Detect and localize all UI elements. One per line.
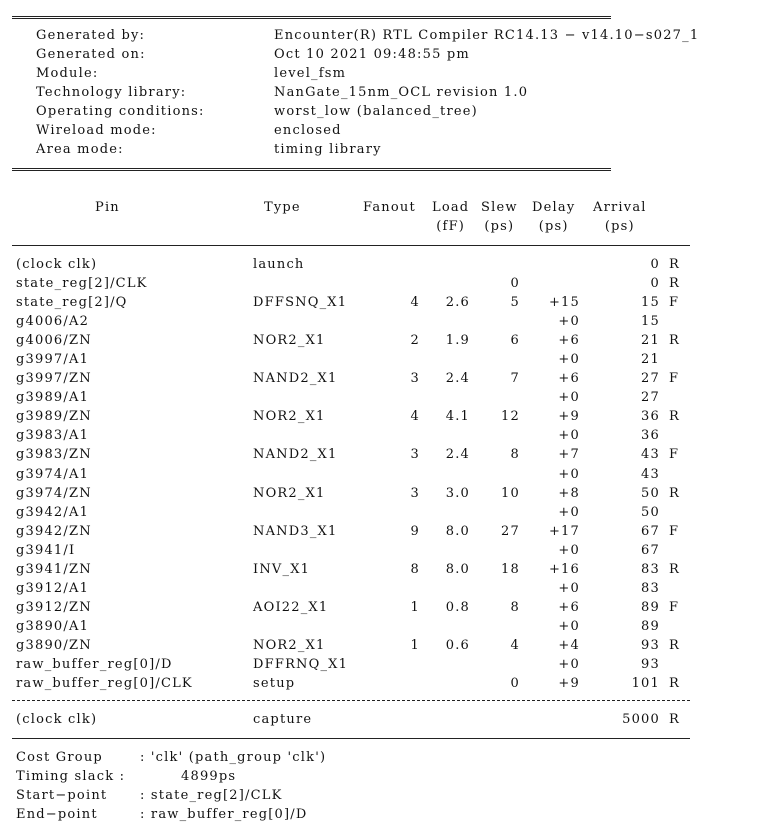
cell-slew: 18 [501,561,520,577]
cell-arrival: 43 [641,466,660,482]
cell-arrival: 0 [650,257,660,272]
cell-edge: R [669,485,680,501]
cell-type: NOR2_X1 [253,485,326,501]
cell-fanout: 8 [410,561,420,577]
table-row [0,636,779,655]
cell-delay: +0 [558,580,580,596]
cell-fanout: 1 [410,599,420,615]
cell-slew: 7 [510,371,520,387]
cell-arrival: 15 [641,295,660,311]
cell-delay: +0 [558,314,580,330]
cell-arrival: 67 [641,542,660,558]
column-header-delay: Delay (ps) [532,200,576,234]
cell-pin: g3989/A1 [16,390,90,406]
summary-label: Cost Group [16,750,103,765]
capture-type: capture [253,712,313,727]
cell-arrival: 43 [641,447,660,463]
table-row [0,674,779,693]
cell-edge: R [669,333,680,349]
capture-row [0,710,779,729]
cell-slew: 0 [510,276,520,292]
column-headers [0,198,779,238]
table-row [0,617,779,636]
cell-pin: state_reg[2]/CLK [16,276,148,292]
table-row [0,255,779,274]
cell-delay: +0 [558,504,580,520]
header-value: Oct 10 2021 09:48:55 pm [274,47,470,62]
table-row [0,312,779,331]
cell-arrival: 89 [641,599,660,615]
header-value: timing library [274,142,382,157]
summary-top-rule [12,738,690,739]
summary-label: End−point [16,807,98,822]
header-label: Area mode: [36,142,124,157]
cell-delay: +6 [558,333,580,349]
cell-edge: R [669,561,680,577]
cell-edge: F [669,599,680,615]
cell-pin: g3890/A1 [16,618,90,634]
header-label: Operating conditions: [36,104,205,119]
cell-load: 2.4 [445,371,470,387]
cell-edge: F [669,295,680,311]
table-row [0,503,779,522]
cell-arrival: 50 [641,485,660,501]
cell-arrival: 36 [641,428,660,444]
cell-arrival: 0 [650,276,660,292]
cell-load: 8.0 [445,561,470,577]
header-label: Wireload mode: [36,123,157,138]
cell-delay: +9 [558,676,580,692]
cell-edge: F [669,371,680,387]
cell-type: NAND2_X1 [253,447,338,463]
cell-fanout: 4 [410,409,420,425]
capture-pin: (clock clk) [16,712,98,727]
table-row [0,293,779,312]
table-row [0,484,779,503]
cell-pin: g3912/A1 [16,580,90,596]
summary-value: : state_reg[2]/CLK [140,788,283,803]
header-label: Generated by: [36,28,146,43]
table-row [0,579,779,598]
cell-pin: g3997/ZN [16,371,92,387]
cell-pin: g3997/A1 [16,352,90,368]
cell-type: DFFSNQ_X1 [253,295,348,311]
table-row [0,407,779,426]
table-row [0,331,779,350]
cell-type: NOR2_X1 [253,409,326,425]
cell-delay: +0 [558,542,580,558]
summary-label: Timing slack : [16,769,126,784]
cell-edge: R [669,676,680,692]
header-value: NanGate_15nm_OCL revision 1.0 [274,85,529,100]
cell-pin: g4006/A2 [16,314,90,330]
cell-arrival: 93 [641,637,660,653]
table-row [0,465,779,484]
cell-type: NOR2_X1 [253,637,326,653]
cell-load: 8.0 [445,523,470,539]
cell-pin: g3989/ZN [16,409,92,425]
cell-arrival: 36 [641,409,660,425]
cell-slew: 0 [510,676,520,692]
cell-arrival: 21 [641,333,660,349]
cell-slew: 5 [510,295,520,311]
cell-arrival: 27 [641,371,660,387]
cell-type: AOI22_X1 [253,599,329,615]
table-row [0,350,779,369]
cell-fanout: 4 [410,295,420,311]
cell-pin: g3942/ZN [16,523,92,539]
cell-arrival: 67 [641,523,660,539]
table-row [0,426,779,445]
column-header-pin: Pin [95,200,120,215]
cell-delay: +15 [548,295,580,311]
cell-delay: +0 [558,618,580,634]
cell-delay: +6 [558,371,580,387]
cell-pin: g3942/A1 [16,504,90,520]
cell-pin: g3974/A1 [16,466,90,482]
cell-arrival: 93 [641,656,660,672]
column-header-type: Type [264,200,301,215]
cell-pin: g3974/ZN [16,485,92,501]
table-row [0,598,779,617]
cell-slew: 27 [501,523,520,539]
cell-delay: +9 [558,409,580,425]
cell-type: INV_X1 [253,561,311,577]
summary-label: Start−point [16,788,108,803]
cell-slew: 8 [510,447,520,463]
cell-type: NOR2_X1 [253,333,326,349]
cell-edge: R [669,409,680,425]
header-bottom-rule [12,168,611,171]
cell-delay: +16 [548,561,580,577]
cell-fanout: 9 [410,523,420,539]
capture-arrival: 5000 [622,712,660,727]
capture-edge: R [669,712,680,727]
table-top-rule [12,245,690,246]
table-row [0,274,779,293]
cell-pin: state_reg[2]/Q [16,295,128,311]
column-header-load: Load (fF) [432,200,470,234]
cell-type: NAND2_X1 [253,371,338,387]
cell-fanout: 3 [410,485,420,501]
cell-pin: g3983/A1 [16,428,90,444]
cell-pin: g3983/ZN [16,447,92,463]
header-value: enclosed [274,123,342,138]
cell-slew: 12 [501,409,520,425]
cell-delay: +17 [548,523,580,539]
cell-arrival: 89 [641,618,660,634]
cell-type: NAND3_X1 [253,523,338,539]
cell-pin: g4006/ZN [16,333,92,349]
cell-delay: +0 [558,428,580,444]
column-header-arrival: Arrival (ps) [593,200,647,234]
cell-delay: +0 [558,466,580,482]
cell-delay: +0 [558,352,580,368]
capture-dashed-rule [12,700,690,701]
header-value: worst_low (balanced_tree) [274,104,478,119]
cell-delay: +0 [558,390,580,406]
header-label: Technology library: [36,85,187,100]
header-value: Encounter(R) RTL Compiler RC14.13 − v14.10−s027_1 [274,28,700,43]
column-header-slew: Slew (ps) [481,200,518,234]
cell-pin: g3912/ZN [16,599,92,615]
cell-edge: R [669,276,680,292]
cell-type: setup [253,676,296,692]
summary-value: : 'clk' (path_group 'clk') [140,750,327,765]
cell-delay: +8 [558,485,580,501]
cell-fanout: 3 [410,447,420,463]
header-value: level_fsm [274,66,347,81]
cell-load: 4.1 [445,409,470,425]
column-header-fanout: Fanout [363,200,416,215]
header-label: Generated on: [36,47,146,62]
cell-load: 0.6 [445,637,470,653]
cell-edge: R [669,637,680,653]
cell-edge: F [669,447,680,463]
table-row [0,541,779,560]
cell-fanout: 1 [410,637,420,653]
cell-type: DFFRNQ_X1 [253,656,349,672]
cell-pin: g3890/ZN [16,637,92,653]
cell-arrival: 83 [641,561,660,577]
cell-fanout: 3 [410,371,420,387]
cell-pin: g3941/I [16,542,76,558]
cell-delay: +0 [558,656,580,672]
cell-arrival: 15 [641,314,660,330]
cell-pin: raw_buffer_reg[0]/CLK [16,676,193,692]
cell-arrival: 27 [641,390,660,406]
cell-slew: 6 [510,333,520,349]
cell-load: 0.8 [445,599,470,615]
cell-pin: raw_buffer_reg[0]/D [16,656,173,672]
table-row [0,388,779,407]
cell-slew: 4 [510,637,520,653]
cell-delay: +7 [558,447,580,463]
summary-value: 4899ps [181,769,237,784]
cell-load: 2.6 [445,295,470,311]
table-row [0,655,779,674]
table-row [0,445,779,464]
cell-load: 3.0 [445,485,470,501]
cell-pin: g3941/ZN [16,561,92,577]
cell-load: 2.4 [445,447,470,463]
table-row [0,369,779,388]
cell-delay: +4 [558,637,580,653]
table-row [0,560,779,579]
cell-arrival: 83 [641,580,660,596]
cell-edge: F [669,523,680,539]
cell-pin: (clock clk) [16,257,98,272]
cell-delay: +6 [558,599,580,615]
timing-path-table [0,255,779,693]
cell-load: 1.9 [445,333,470,349]
cell-type: launch [253,257,305,272]
header-top-rule [12,16,611,19]
table-row [0,522,779,541]
header-label: Module: [36,66,99,81]
cell-arrival: 50 [641,504,660,520]
cell-arrival: 21 [641,352,660,368]
cell-edge: R [669,257,680,272]
cell-fanout: 2 [410,333,420,349]
cell-slew: 10 [501,485,520,501]
cell-slew: 8 [510,599,520,615]
cell-arrival: 101 [631,676,660,692]
summary-value: : raw_buffer_reg[0]/D [140,807,308,822]
